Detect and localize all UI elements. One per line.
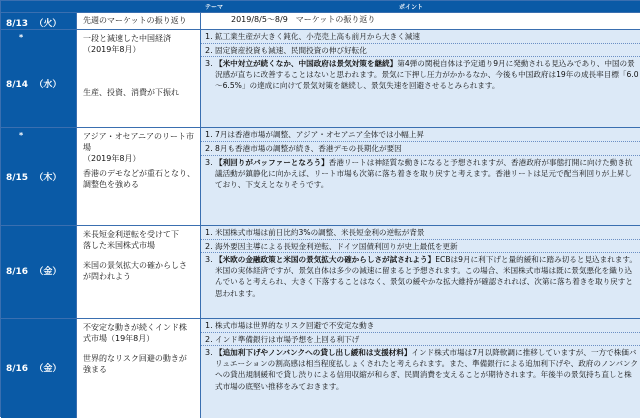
theme-title: アジア・オセアニアのリート市場 （2019年8月） bbox=[83, 132, 195, 163]
date-label: 8/14 （水） bbox=[6, 80, 62, 90]
star-mark: * bbox=[19, 33, 24, 42]
theme-cell bbox=[76, 30, 200, 127]
date-cell bbox=[1, 128, 76, 225]
date-cell bbox=[1, 30, 76, 127]
theme-cell bbox=[76, 226, 200, 318]
point-item: 2. インド準備銀行は市場予想を上回る利下げ bbox=[201, 332, 640, 345]
point-item: 1. 株式市場は世界的なリスク回避で不安定な動き bbox=[205, 321, 375, 330]
report-row-0816-india bbox=[1, 318, 640, 418]
header-point: ポイント bbox=[399, 4, 424, 11]
point-cell bbox=[200, 226, 640, 318]
date-cell bbox=[1, 13, 76, 29]
point-cell bbox=[200, 30, 640, 127]
point-cell bbox=[200, 128, 640, 225]
point-item: 2. 8月も香港市場の調整が続き、香港デモの長期化が要因 bbox=[201, 141, 640, 155]
date-label: 8/15 （木） bbox=[6, 173, 62, 183]
report-row-0815 bbox=[1, 127, 640, 225]
point-item: 1. 鉱工業生産が大きく鈍化、小売売上高も前月から大きく減速 bbox=[205, 32, 421, 41]
point-item: 1. 米国株式市場は前日比約3%の調整、米長短金利の逆転が背景 bbox=[205, 228, 425, 237]
point-item: 1. 7月は香港市場が調整、アジア・オセアニア全体では小幅上昇 bbox=[205, 130, 424, 139]
theme-subtitle: 米国の景気拡大の確からしさ が問われよう bbox=[83, 261, 187, 281]
theme-subtitle: 世界的なリスク回避の動きが 強まる bbox=[83, 354, 187, 374]
report-row-0813 bbox=[1, 12, 640, 29]
report-row-0814 bbox=[1, 29, 640, 127]
star-mark: * bbox=[19, 131, 24, 140]
summary-text: 2019/8/5～8/9 マーケットの振り返り bbox=[231, 15, 376, 24]
theme-cell bbox=[76, 319, 200, 418]
point-item: 3. 【利回りがバッファーとなろう】香港リートは神経質な動きになると予想されますが、香港政府が事態打開に向けた動き抗議活動が鎮静化に向かえば、リート市場も次第に落ち着きを取り戻すと考えます。香港リートは足元で配当利回りが上昇しており、下支えとなりそうです。 bbox=[201, 155, 640, 226]
theme-title: 先週のマーケットの振り返り bbox=[83, 16, 187, 25]
date-label: 8/13 （火） bbox=[6, 19, 62, 29]
report-row-0816-us bbox=[1, 225, 640, 318]
theme-title: 一段と減速した中国経済 （2019年8月） bbox=[83, 34, 171, 54]
point-item: 2. 海外要因主導による長短金利逆転、ドイツ国債利回りが史上最低を更新 bbox=[201, 239, 640, 252]
point-cell bbox=[200, 319, 640, 418]
date-label: 8/16 （金） bbox=[6, 267, 62, 277]
theme-title: 不安定な動きが続くインド株 式市場（19年8月） bbox=[83, 323, 187, 343]
point-item: 3. 【米中対立が続くなか、中国政府は景気対策を継続】第4弾の関税自体は予定通り9月に発動される見込みであり、中国の景況感が直ちに改善することはないと思われます。景気に下押し圧力がかかるなか、今後も中国政府は19年の成長率目標「6.0～6.5%」の達成に向けて景気対策を継続し、景気失速を回避させるとみられます。 bbox=[201, 56, 640, 128]
point-item: 2. 固定資産投資も減速、民間投資の伸び好転化 bbox=[201, 43, 640, 56]
table-header bbox=[1, 1, 640, 12]
theme-subtitle: 香港のデモなどが重石となり、 調整色を強める bbox=[83, 169, 195, 189]
point-cell bbox=[200, 13, 640, 29]
theme-title: 米長短金利逆転を受けて下 落した米国株式市場 bbox=[83, 230, 179, 250]
theme-cell bbox=[76, 128, 200, 225]
theme-cell bbox=[76, 13, 200, 29]
point-item: 3. 【米欧の金融政策と米国の景気拡大の確からしさが試されよう】ECBは9月に利下げと量的緩和に踏み切ると見込まれます。米国の実体経済ですが、景気自体は多少の減速に留まると予想されます。この場合、米国株式市場は既に景気悪化を織り込んでいると考えられ、大きく下落することはなく、景気の緩やかな拡大維持が確認されれば、次第に落ち着きを取り戻すと思われます。 bbox=[201, 252, 640, 319]
header-theme: テーマ bbox=[205, 4, 224, 11]
date-cell bbox=[1, 319, 76, 418]
point-item: 3. 【追加利下げやノンバンクへの貸し出し緩和は支援材料】インド株式市場は7月以降軟調に推移していますが、一方で株価バリュエーションの割高感は相当程度払しょくされたと考えられます。また、準備銀行による追加利下げや、政府のノンバンクへの貸出規制緩和で貸し渋りによる信用収縮が和らぎ、民間消費を支えることが期待されます。年後半の景気持ち直しと株式市場の底堅い推移をみておきます。 bbox=[201, 345, 640, 419]
theme-subtitle: 生産、投資、消費が下振れ bbox=[83, 88, 179, 97]
date-label: 8/16 （金） bbox=[6, 364, 62, 374]
date-cell bbox=[1, 226, 76, 318]
